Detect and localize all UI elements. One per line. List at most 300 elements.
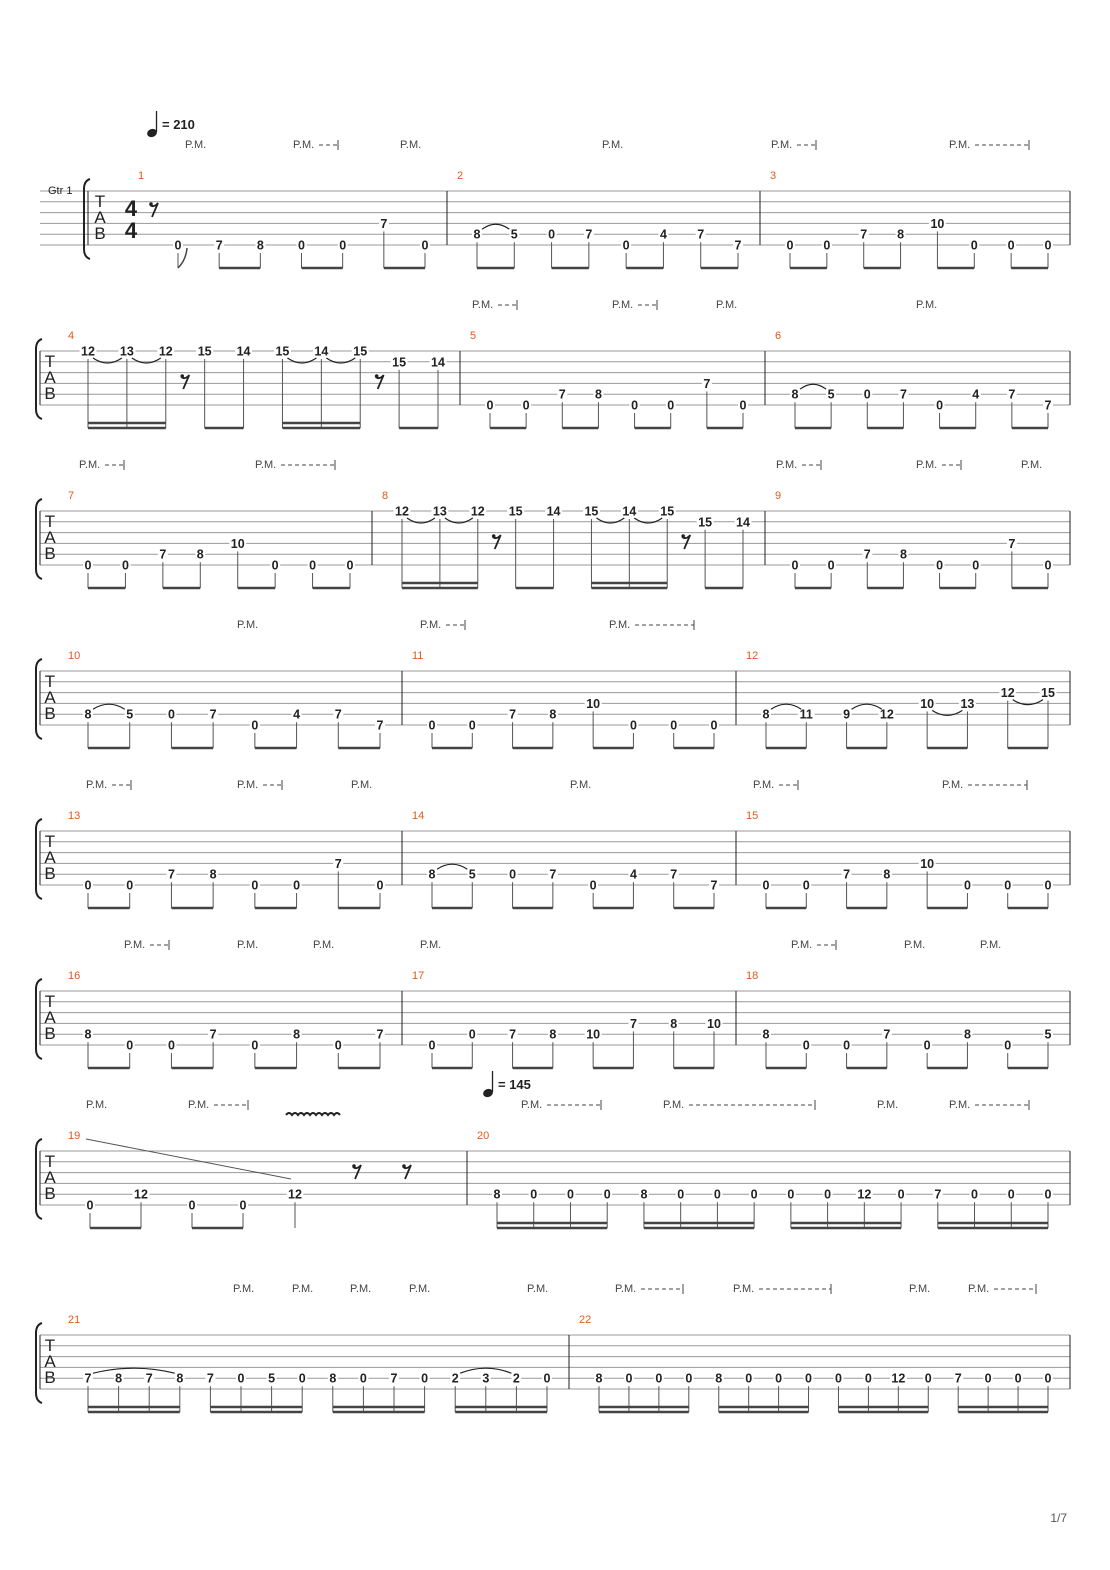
fret-number: 0 <box>339 238 347 253</box>
fret-number: 0 <box>762 878 770 893</box>
fret-number: 0 <box>126 878 134 893</box>
fret-number: 8 <box>428 867 436 882</box>
fret-number: 8 <box>196 547 204 562</box>
fret-number: 15 <box>584 504 599 519</box>
fret-number: 0 <box>685 1371 693 1386</box>
fret-number: 15 <box>660 504 675 519</box>
measure-number: 1 <box>138 170 145 182</box>
eighth-rest-dot <box>149 202 153 206</box>
palm-mute-label: P.M. <box>663 1099 685 1111</box>
palm-mute-label: P.M. <box>877 1099 899 1111</box>
fret-number: 0 <box>1044 558 1052 573</box>
fret-number: 4 <box>293 707 301 722</box>
palm-mute-label: P.M. <box>602 139 624 151</box>
fret-number: 8 <box>293 1027 301 1042</box>
tab-system <box>36 779 1070 908</box>
fret-number: 7 <box>334 856 342 871</box>
fret-number: 7 <box>1044 398 1052 413</box>
tab-system <box>36 939 1070 1068</box>
palm-mute-label: P.M. <box>753 779 775 791</box>
fret-number: 0 <box>428 718 436 733</box>
fret-number: 4 <box>972 387 980 402</box>
fret-number: 0 <box>750 1187 758 1202</box>
fret-number: 12 <box>395 504 409 519</box>
palm-mute-label: P.M. <box>188 1099 210 1111</box>
fret-number: 13 <box>432 504 447 519</box>
fret-number: 4 <box>659 227 667 242</box>
fret-number: 0 <box>346 558 354 573</box>
fret-number: 12 <box>470 504 485 519</box>
fret-number: 12 <box>1000 686 1015 701</box>
tie-arc <box>800 384 826 389</box>
fret-number: 7 <box>710 878 718 893</box>
fret-number: 8 <box>715 1371 723 1386</box>
palm-mute-label: P.M. <box>949 1099 971 1111</box>
fret-number: 0 <box>972 558 980 573</box>
fret-number: 0 <box>677 1187 685 1202</box>
fret-number: 0 <box>827 558 835 573</box>
fret-number: 7 <box>670 867 678 882</box>
palm-mute-label: P.M. <box>916 459 938 471</box>
fret-number: 0 <box>1044 1371 1052 1386</box>
fret-number: 8 <box>762 1027 770 1042</box>
fret-number: 7 <box>934 1187 942 1202</box>
measure-number: 18 <box>746 970 759 982</box>
fret-number: 0 <box>963 878 971 893</box>
tab-system <box>40 111 1070 268</box>
measure-number: 7 <box>68 490 75 502</box>
measure-number: 6 <box>775 330 782 342</box>
fret-number: 0 <box>421 238 429 253</box>
fret-number: 0 <box>863 387 871 402</box>
fret-number: 0 <box>566 1187 574 1202</box>
fret-number: 0 <box>334 1038 342 1053</box>
palm-mute-label: P.M. <box>980 939 1002 951</box>
fret-number: 10 <box>230 536 245 551</box>
tab-clef-letter: B <box>44 544 56 563</box>
fret-number: 0 <box>251 878 259 893</box>
fret-number: 0 <box>468 718 476 733</box>
fret-number: 0 <box>1004 878 1012 893</box>
fret-number: 0 <box>271 558 279 573</box>
fret-number: 8 <box>899 547 907 562</box>
fret-number: 15 <box>392 355 407 370</box>
fret-number: 14 <box>622 504 637 519</box>
fret-number: 8 <box>549 707 557 722</box>
fret-number: 7 <box>629 1016 637 1031</box>
fret-number: 13 <box>960 696 975 711</box>
tab-clef-letter: B <box>44 1184 56 1203</box>
fret-number: 0 <box>543 1371 551 1386</box>
fret-number: 10 <box>920 696 935 711</box>
palm-mute-label: P.M. <box>293 139 315 151</box>
fret-number: 2 <box>451 1371 459 1386</box>
fret-number: 0 <box>745 1371 753 1386</box>
fret-number: 0 <box>786 238 794 253</box>
fret-number: 14 <box>236 344 251 359</box>
fret-number: 0 <box>1044 238 1052 253</box>
fret-number: 8 <box>670 1016 678 1031</box>
tab-system <box>36 1283 1070 1412</box>
palm-mute-label: P.M. <box>521 1099 543 1111</box>
vibrato-mark <box>286 1113 340 1115</box>
palm-mute-label: P.M. <box>570 779 592 791</box>
measure-number: 17 <box>412 970 425 982</box>
fret-number: 10 <box>920 856 935 871</box>
fret-number: 15 <box>1041 686 1055 701</box>
fret-number: 5 <box>126 707 134 722</box>
palm-mute-label: P.M. <box>237 779 259 791</box>
fret-number: 5 <box>510 227 518 242</box>
tie-arc <box>437 864 467 869</box>
tab-clef-letter: T <box>44 1336 56 1355</box>
measure-number: 14 <box>412 810 425 822</box>
fret-number: 7 <box>697 227 705 242</box>
tab-clef-letter: A <box>94 208 106 227</box>
fret-number: 0 <box>622 238 630 253</box>
fret-number: 0 <box>924 1371 932 1386</box>
tab-clef-letter: A <box>44 688 56 707</box>
fret-number: 7 <box>883 1027 891 1042</box>
fret-number: 15 <box>275 344 290 359</box>
fret-number: 10 <box>586 696 601 711</box>
fret-number: 0 <box>655 1371 663 1386</box>
fret-number: 0 <box>791 558 799 573</box>
tab-system <box>36 1071 1070 1228</box>
eighth-rest-dot <box>352 1164 356 1168</box>
fret-number: 0 <box>710 718 718 733</box>
fret-number: 12 <box>879 707 894 722</box>
tab-clef-letter: T <box>94 192 106 211</box>
fret-number: 0 <box>298 238 305 253</box>
fret-number: 7 <box>215 238 223 253</box>
tab-clef-letter: B <box>44 704 56 723</box>
palm-mute-label: P.M. <box>968 1283 990 1295</box>
fret-number: 0 <box>251 718 259 733</box>
fret-number: 0 <box>84 878 92 893</box>
fret-number: 0 <box>805 1371 813 1386</box>
palm-mute-label: P.M. <box>350 1283 372 1295</box>
sixteenth-rest-dot <box>180 374 184 378</box>
tab-clef-letter: B <box>44 384 56 403</box>
measure-number: 21 <box>68 1314 81 1326</box>
fret-number: 5 <box>827 387 835 402</box>
fret-number: 0 <box>936 558 944 573</box>
fret-number: 0 <box>237 1371 245 1386</box>
tie-arc <box>482 224 509 229</box>
fret-number: 0 <box>359 1371 367 1386</box>
palm-mute-label: P.M. <box>79 459 101 471</box>
fret-number: 14 <box>314 344 329 359</box>
fret-number: 0 <box>1007 238 1015 253</box>
fret-number: 0 <box>739 398 747 413</box>
fret-number: 0 <box>1044 1187 1052 1202</box>
tab-clef-letter: T <box>44 992 56 1011</box>
palm-mute-label: P.M. <box>716 299 738 311</box>
tab-clef-letter: T <box>44 352 56 371</box>
page-number: 1/7 <box>1050 1511 1067 1525</box>
fret-number: 3 <box>482 1371 490 1386</box>
instrument-name: Gtr 1 <box>48 185 73 197</box>
fret-number: 0 <box>1007 1187 1015 1202</box>
measure-number: 3 <box>770 170 777 182</box>
fret-number: 8 <box>595 1371 603 1386</box>
fret-number: 7 <box>159 547 167 562</box>
fret-number: 0 <box>167 1038 175 1053</box>
palm-mute-label: P.M. <box>527 1283 549 1295</box>
fret-number: 0 <box>174 238 182 253</box>
tab-clef-letter: B <box>44 1024 56 1043</box>
measure-number: 22 <box>579 1314 592 1326</box>
palm-mute-label: P.M. <box>237 619 259 631</box>
palm-mute-label: P.M. <box>400 139 422 151</box>
palm-mute-label: P.M. <box>1021 459 1043 471</box>
fret-number: 7 <box>1008 536 1016 551</box>
tie-arc <box>93 1368 175 1373</box>
measure-number: 11 <box>412 650 424 662</box>
fret-number: 0 <box>787 1187 795 1202</box>
fret-number: 0 <box>188 1198 196 1213</box>
fret-number: 7 <box>860 227 868 242</box>
tab-clef-letter: A <box>44 848 56 867</box>
fret-number: 0 <box>667 398 675 413</box>
fret-number: 0 <box>1014 1371 1022 1386</box>
fret-number: 11 <box>799 707 813 722</box>
palm-mute-label: P.M. <box>313 939 335 951</box>
fret-number: 7 <box>585 227 593 242</box>
tab-clef-letter: B <box>94 224 106 243</box>
measure-number: 12 <box>746 650 759 662</box>
tab-clef-letter: A <box>44 1352 56 1371</box>
fret-number: 0 <box>121 558 129 573</box>
fret-number: 8 <box>84 707 92 722</box>
tie-arc <box>852 704 882 709</box>
fret-number: 7 <box>376 1027 384 1042</box>
fret-number: 15 <box>353 344 368 359</box>
fret-number: 7 <box>376 718 384 733</box>
palm-mute-label: P.M. <box>733 1283 755 1295</box>
fret-number: 12 <box>891 1371 906 1386</box>
measure-number: 9 <box>775 490 782 502</box>
measure-number: 19 <box>68 1130 81 1142</box>
fret-number: 8 <box>115 1371 123 1386</box>
fret-number: 0 <box>293 878 301 893</box>
fret-number: 7 <box>84 1371 92 1386</box>
eighth-rest-dot <box>402 1164 406 1168</box>
fret-number: 13 <box>119 344 134 359</box>
fret-number: 0 <box>309 558 317 573</box>
palm-mute-label: P.M. <box>237 939 259 951</box>
fret-number: 0 <box>936 398 944 413</box>
fret-number: 8 <box>209 867 217 882</box>
fret-number: 8 <box>256 238 264 253</box>
fret-number: 8 <box>963 1027 971 1042</box>
fret-number: 0 <box>486 398 494 413</box>
fret-number: 10 <box>586 1027 601 1042</box>
fret-number: 8 <box>493 1187 501 1202</box>
tab-clef-letter: B <box>44 1368 56 1387</box>
tab-system <box>36 459 1070 588</box>
fret-number: 7 <box>390 1371 398 1386</box>
palm-mute-label: P.M. <box>292 1283 314 1295</box>
fret-number: 0 <box>376 878 384 893</box>
palm-mute-label: P.M. <box>615 1283 637 1295</box>
fret-number: 0 <box>522 398 530 413</box>
fret-number: 8 <box>549 1027 557 1042</box>
fret-number: 7 <box>734 238 742 253</box>
fret-number: 12 <box>857 1187 872 1202</box>
palm-mute-label: P.M. <box>909 1283 931 1295</box>
fret-number: 10 <box>707 1016 721 1031</box>
fret-number: 7 <box>509 1027 517 1042</box>
fret-number: 0 <box>86 1198 94 1213</box>
fret-number: 0 <box>603 1187 611 1202</box>
fret-number: 7 <box>145 1371 153 1386</box>
fret-number: 8 <box>791 387 799 402</box>
fret-number: 0 <box>126 1038 134 1053</box>
fret-number: 0 <box>428 1038 436 1053</box>
fret-number: 8 <box>176 1371 184 1386</box>
tab-system <box>36 619 1070 748</box>
sixteenth-rest-dot <box>375 374 379 378</box>
sixteenth-rest-dot <box>492 534 496 538</box>
time-signature-bottom: 4 <box>124 218 138 243</box>
fret-number: 7 <box>703 376 711 391</box>
tie-arc <box>93 704 125 709</box>
fret-number: 12 <box>288 1187 302 1202</box>
fret-number: 8 <box>84 1027 92 1042</box>
fret-number: 0 <box>631 398 639 413</box>
palm-mute-label: P.M. <box>791 939 813 951</box>
fret-number: 8 <box>883 867 891 882</box>
tab-clef-letter: T <box>44 512 56 531</box>
fret-number: 0 <box>167 707 175 722</box>
fret-number: 7 <box>954 1371 962 1386</box>
tie-arc <box>771 704 801 709</box>
tab-clef-letter: A <box>44 1168 56 1187</box>
tab-clef-letter: T <box>44 832 56 851</box>
fret-number: 7 <box>1008 387 1016 402</box>
fret-number: 0 <box>468 1027 476 1042</box>
palm-mute-label: P.M. <box>86 779 108 791</box>
fret-number: 0 <box>629 718 637 733</box>
fret-number: 0 <box>834 1371 842 1386</box>
palm-mute-label: P.M. <box>233 1283 255 1295</box>
fret-number: 0 <box>548 227 556 242</box>
measure-number: 4 <box>68 330 75 342</box>
fret-number: 8 <box>473 227 481 242</box>
fret-number: 2 <box>512 1371 520 1386</box>
fret-number: 15 <box>197 344 212 359</box>
tab-clef-letter: A <box>44 368 56 387</box>
measure-number: 20 <box>477 1130 490 1142</box>
fret-number: 0 <box>823 238 831 253</box>
fret-number: 0 <box>1004 1038 1012 1053</box>
palm-mute-label: P.M. <box>916 299 938 311</box>
fret-number: 5 <box>1044 1027 1052 1042</box>
fret-number: 0 <box>509 867 517 882</box>
fret-number: 0 <box>971 1187 979 1202</box>
palm-mute-label: P.M. <box>86 1099 108 1111</box>
palm-mute-label: P.M. <box>351 779 373 791</box>
tab-clef-letter: A <box>44 1008 56 1027</box>
fret-number: 7 <box>899 387 907 402</box>
fret-number: 8 <box>762 707 770 722</box>
fret-number: 8 <box>897 227 905 242</box>
measure-number: 10 <box>68 650 81 662</box>
tab-clef-letter: A <box>44 528 56 547</box>
fret-number: 0 <box>897 1187 905 1202</box>
fret-number: 7 <box>380 216 388 231</box>
fret-number: 12 <box>158 344 173 359</box>
sixteenth-rest-dot <box>681 534 685 538</box>
fret-number: 7 <box>206 1371 214 1386</box>
fret-number: 7 <box>863 547 871 562</box>
fret-number: 7 <box>334 707 342 722</box>
palm-mute-label: P.M. <box>609 619 631 631</box>
fret-number: 0 <box>625 1371 633 1386</box>
fret-number: 0 <box>970 238 978 253</box>
palm-mute-label: P.M. <box>942 779 964 791</box>
measure-number: 15 <box>746 810 759 822</box>
fret-number: 5 <box>268 1371 276 1386</box>
fret-number: 15 <box>508 504 523 519</box>
fret-number: 0 <box>984 1371 992 1386</box>
fret-number: 0 <box>843 1038 851 1053</box>
time-signature-top: 4 <box>124 196 138 221</box>
fret-number: 0 <box>670 718 678 733</box>
measure-number: 2 <box>457 170 464 182</box>
fret-number: 0 <box>298 1371 306 1386</box>
tab-clef-letter: T <box>44 672 56 691</box>
fret-number: 0 <box>713 1187 721 1202</box>
fret-number: 7 <box>843 867 851 882</box>
measure-number: 16 <box>68 970 81 982</box>
tab-system <box>36 299 1070 428</box>
fret-number: 0 <box>802 1038 810 1053</box>
fret-number: 7 <box>509 707 517 722</box>
fret-number: 0 <box>84 558 92 573</box>
fret-number: 14 <box>546 504 561 519</box>
fret-number: 7 <box>167 867 175 882</box>
fret-number: 8 <box>640 1187 648 1202</box>
fret-number: 0 <box>923 1038 931 1053</box>
fret-number: 8 <box>329 1371 337 1386</box>
fret-number: 7 <box>209 707 217 722</box>
palm-mute-label: P.M. <box>472 299 494 311</box>
fret-number: 0 <box>251 1038 259 1053</box>
palm-mute-label: P.M. <box>612 299 634 311</box>
fret-number: 0 <box>1044 878 1052 893</box>
tempo-marking: = 145 <box>498 1077 531 1092</box>
fret-number: 10 <box>930 216 945 231</box>
tab-clef-letter: B <box>44 864 56 883</box>
measure-number: 5 <box>470 330 477 342</box>
palm-mute-label: P.M. <box>409 1283 431 1295</box>
tempo-marking: = 210 <box>162 117 195 132</box>
fret-number: 0 <box>824 1187 832 1202</box>
fret-number: 12 <box>81 344 95 359</box>
palm-mute-label: P.M. <box>771 139 793 151</box>
fret-number: 14 <box>736 515 750 530</box>
fret-number: 8 <box>594 387 602 402</box>
measure-number: 13 <box>68 810 81 822</box>
palm-mute-label: P.M. <box>949 139 971 151</box>
fret-number: 0 <box>589 878 597 893</box>
fret-number: 12 <box>134 1187 148 1202</box>
palm-mute-label: P.M. <box>420 939 442 951</box>
palm-mute-label: P.M. <box>255 459 277 471</box>
